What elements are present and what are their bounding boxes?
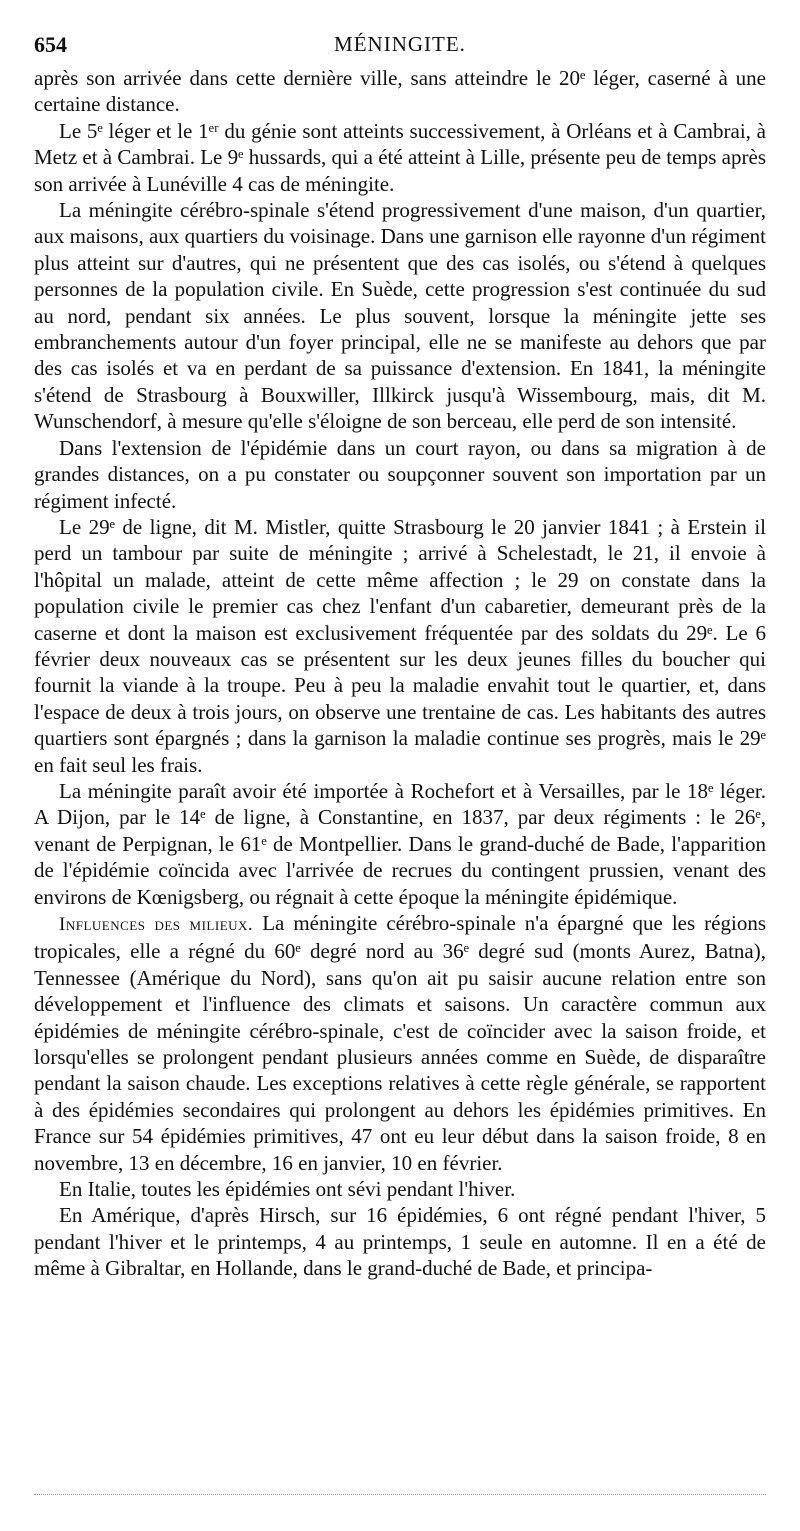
paragraph-6: La méningite paraît avoir été importée à Rochefort et à Versailles, par le 18ᵉ léger. A Dijon, par le 14ᵉ de ligne, à Constantine, en 1837, par deux régiments : le 26ᵉ, venant de Perpignan, le 61ᵉ de Montpellier. Dans le grand-duché de Bade, l'apparition de l'épidémie coïncida avec l'arrivée de recrues du contingent prussien, venant des environs de Kœnigsberg, ou régnait à cette époque la méningite épidémique. bbox=[34, 778, 766, 909]
paragraph-5: Le 29ᵉ de ligne, dit M. Mistler, quitte Strasbourg le 20 janvier 1841 ; à Erstein il perd un tambour par suite de méningite ; arrivé à Schelestadt, le 21, il envoie à l'hôpital un malade, atteint de cette même affection ; le 29 on constate dans la population civile le premier cas chez l'enfant d'un cabaretier, demeurant près de la caserne et dont la maison est exclusivement fréquentée par des soldats du 29ᵉ. Le 6 février deux nouveaux cas se présentent sur les deux jeunes filles du boucher qui fournit la viande à la troupe. Peu à peu la maladie envahit tout le quartier, et, dans l'espace de deux à trois jours, on observe une trentaine de cas. Les habitants des autres quartiers sont épargnés ; dans la garnison la maladie continue ses progrès, mais le 29ᵉ en fait seul les frais. bbox=[34, 514, 766, 777]
paragraph-8: En Italie, toutes les épidémies ont sévi pendant l'hiver. bbox=[59, 1177, 516, 1202]
paragraph-7 bbox=[34, 910, 766, 1176]
section-heading: Influences des milieux. bbox=[59, 914, 254, 935]
page-header bbox=[34, 32, 766, 62]
body-text bbox=[34, 65, 766, 1282]
paragraph-9: En Amérique, d'après Hirsch, sur 16 épidémies, 6 ont régné pendant l'hiver, 5 pendant l'hiver et le printemps, 4 au printemps, 1 seule en automne. Il en a été de même à Gibraltar, en Hollande, dans le grand-duché de Bade, et principa- bbox=[34, 1203, 766, 1281]
paragraph-1: après son arrivée dans cette dernière ville, sans atteindre le 20ᵉ léger, caserné à une certaine distance. bbox=[34, 66, 766, 117]
paragraph-4: Dans l'extension de l'épidémie dans un court rayon, ou dans sa migration à de grandes distances, on a pu constater ou soupçonner souvent son importation par un régiment infecté. bbox=[34, 435, 766, 513]
footer-rule bbox=[34, 1494, 766, 1495]
paragraph-7-text: La méningite cérébro-spinale n'a épargné que les régions tropicales, elle a régné du 60ᵉ degré nord au 36ᵉ degré sud (monts Aurez, Batna), Tennessee (Amérique du Nord), sans qu'on ait pu saisir aucune relation entre son développement et l'influence des climats et saisons. Un caractère commun aux épidémies de méningite cérébro-spinale, c'est de coïncider avec la saison froide, et lorsqu'elles se prolongent pendant plusieurs années comme en Suède, de disparaître pendant la saison chaude. Les exceptions relatives à cette règle générale, se rapportent à des épidémies secondaires qui prolongent au dehors les épidémies primitives. En France sur 54 épidémies primitives, 47 ont eu leur début dans la saison froide, 8 en novembre, 13 en décembre, 16 en janvier, 10 en février. bbox=[34, 911, 766, 1175]
running-title: MÉNINGITE. bbox=[334, 32, 466, 56]
paragraph-2: Le 5ᵉ léger et le 1ᵉʳ du génie sont atteints successivement, à Orléans et à Cambrai, à Metz et à Cambrai. Le 9ᵉ hussards, qui a été atteint à Lille, présente peu de temps après son arrivée à Lunéville 4 cas de méningite. bbox=[34, 118, 766, 196]
paragraph-3: La méningite cérébro-spinale s'étend progressivement d'une maison, d'un quartier, aux maisons, aux quartiers du voisinage. Dans une garnison elle rayonne d'un régiment plus atteint sur d'autres, qui ne présentent que des cas isolés, ou s'étend à quelques personnes de la population civile. En Suède, cette progression s'est continuée du sud au nord, pendant six années. Le plus souvent, lorsque la méningite jette ses embranchements autour d'un foyer principal, elle ne se manifeste au dehors que par des cas isolés et va en perdant de sa puissance d'extension. En 1841, la méningite s'étend de Strasbourg à Bouxwiller, Illkirck jusqu'à Wissembourg, mais, dit M. Wunschendorf, à mesure qu'elle s'éloigne de son berceau, elle perd de son intensité. bbox=[34, 198, 766, 434]
page-number: 654 bbox=[34, 32, 67, 57]
